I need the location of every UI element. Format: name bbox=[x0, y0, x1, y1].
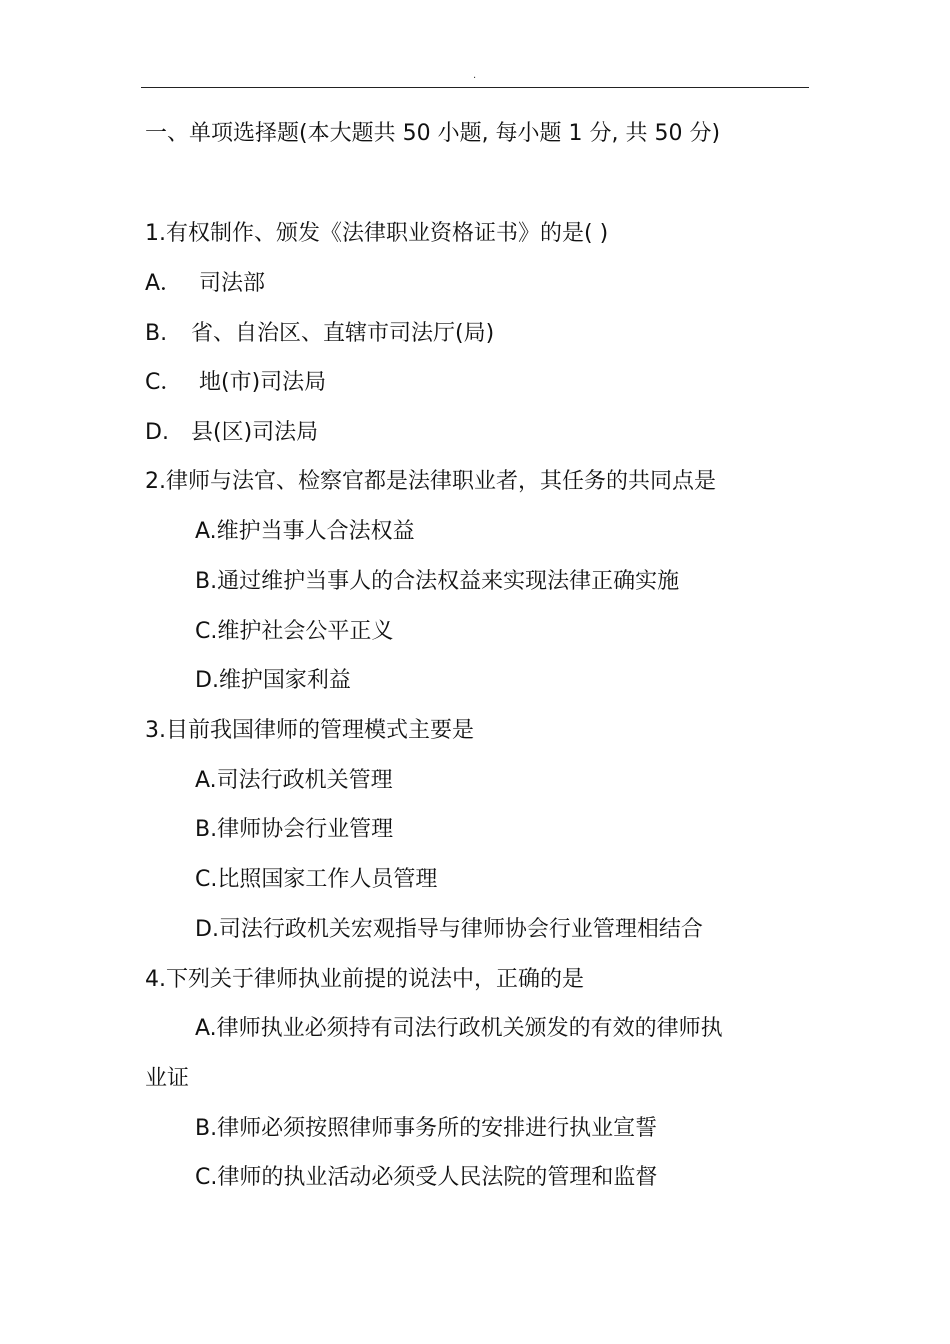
option-letter: A． bbox=[145, 271, 183, 296]
section-title: 一、单项选择题(本大题共 50 小题, 每小题 1 分, 共 50 分) bbox=[145, 121, 721, 146]
option-text: 县(区)司法局 bbox=[191, 420, 319, 445]
header-rule bbox=[141, 87, 809, 88]
question-3-option-a: A.司法行政机关管理 bbox=[195, 768, 393, 793]
question-1-option-a bbox=[145, 269, 825, 299]
question-4-stem: 4.下列关于律师执业前提的说法中，正确的是 bbox=[145, 967, 584, 992]
option-letter: C． bbox=[145, 370, 183, 395]
option-text: 地(市)司法局 bbox=[199, 370, 327, 395]
question-3-option-b: B.律师协会行业管理 bbox=[195, 817, 394, 842]
option-letter: B. bbox=[145, 321, 168, 346]
question-2-stem: 2.律师与法官、检察官都是法律职业者，其任务的共同点是 bbox=[145, 469, 716, 494]
option-text: 司法部 bbox=[199, 271, 266, 296]
question-1-option-d bbox=[145, 418, 825, 448]
question-3-option-d: D.司法行政机关宏观指导与律师协会行业管理相结合 bbox=[195, 917, 703, 942]
option-text: 省、自治区、直辖市司法厅(局) bbox=[191, 321, 495, 346]
option-letter: D. bbox=[145, 420, 169, 445]
question-3-option-c: C.比照国家工作人员管理 bbox=[195, 867, 438, 892]
question-4-option-a: A.律师执业必须持有司法行政机关颁发的有效的律师执 bbox=[195, 1016, 723, 1041]
question-1-option-c bbox=[145, 368, 825, 398]
header-dot: . bbox=[473, 70, 477, 81]
question-1-option-b bbox=[145, 319, 825, 349]
question-4-option-a-continued: 业证 bbox=[145, 1066, 190, 1091]
question-2-option-c: C.维护社会公平正义 bbox=[195, 619, 394, 644]
question-3-stem: 3.目前我国律师的管理模式主要是 bbox=[145, 718, 474, 743]
question-2-option-b: B.通过维护当事人的合法权益来实现法律正确实施 bbox=[195, 569, 680, 594]
question-4-option-b: B.律师必须按照律师事务所的安排进行执业宣誓 bbox=[195, 1116, 658, 1141]
question-2-option-a: A.维护当事人合法权益 bbox=[195, 519, 415, 544]
question-1-stem: 1.有权制作、颁发《法律职业资格证书》的是( ) bbox=[145, 221, 609, 246]
question-4-option-c: C.律师的执业活动必须受人民法院的管理和监督 bbox=[195, 1165, 658, 1190]
question-2-option-d: D.维护国家利益 bbox=[195, 668, 351, 693]
